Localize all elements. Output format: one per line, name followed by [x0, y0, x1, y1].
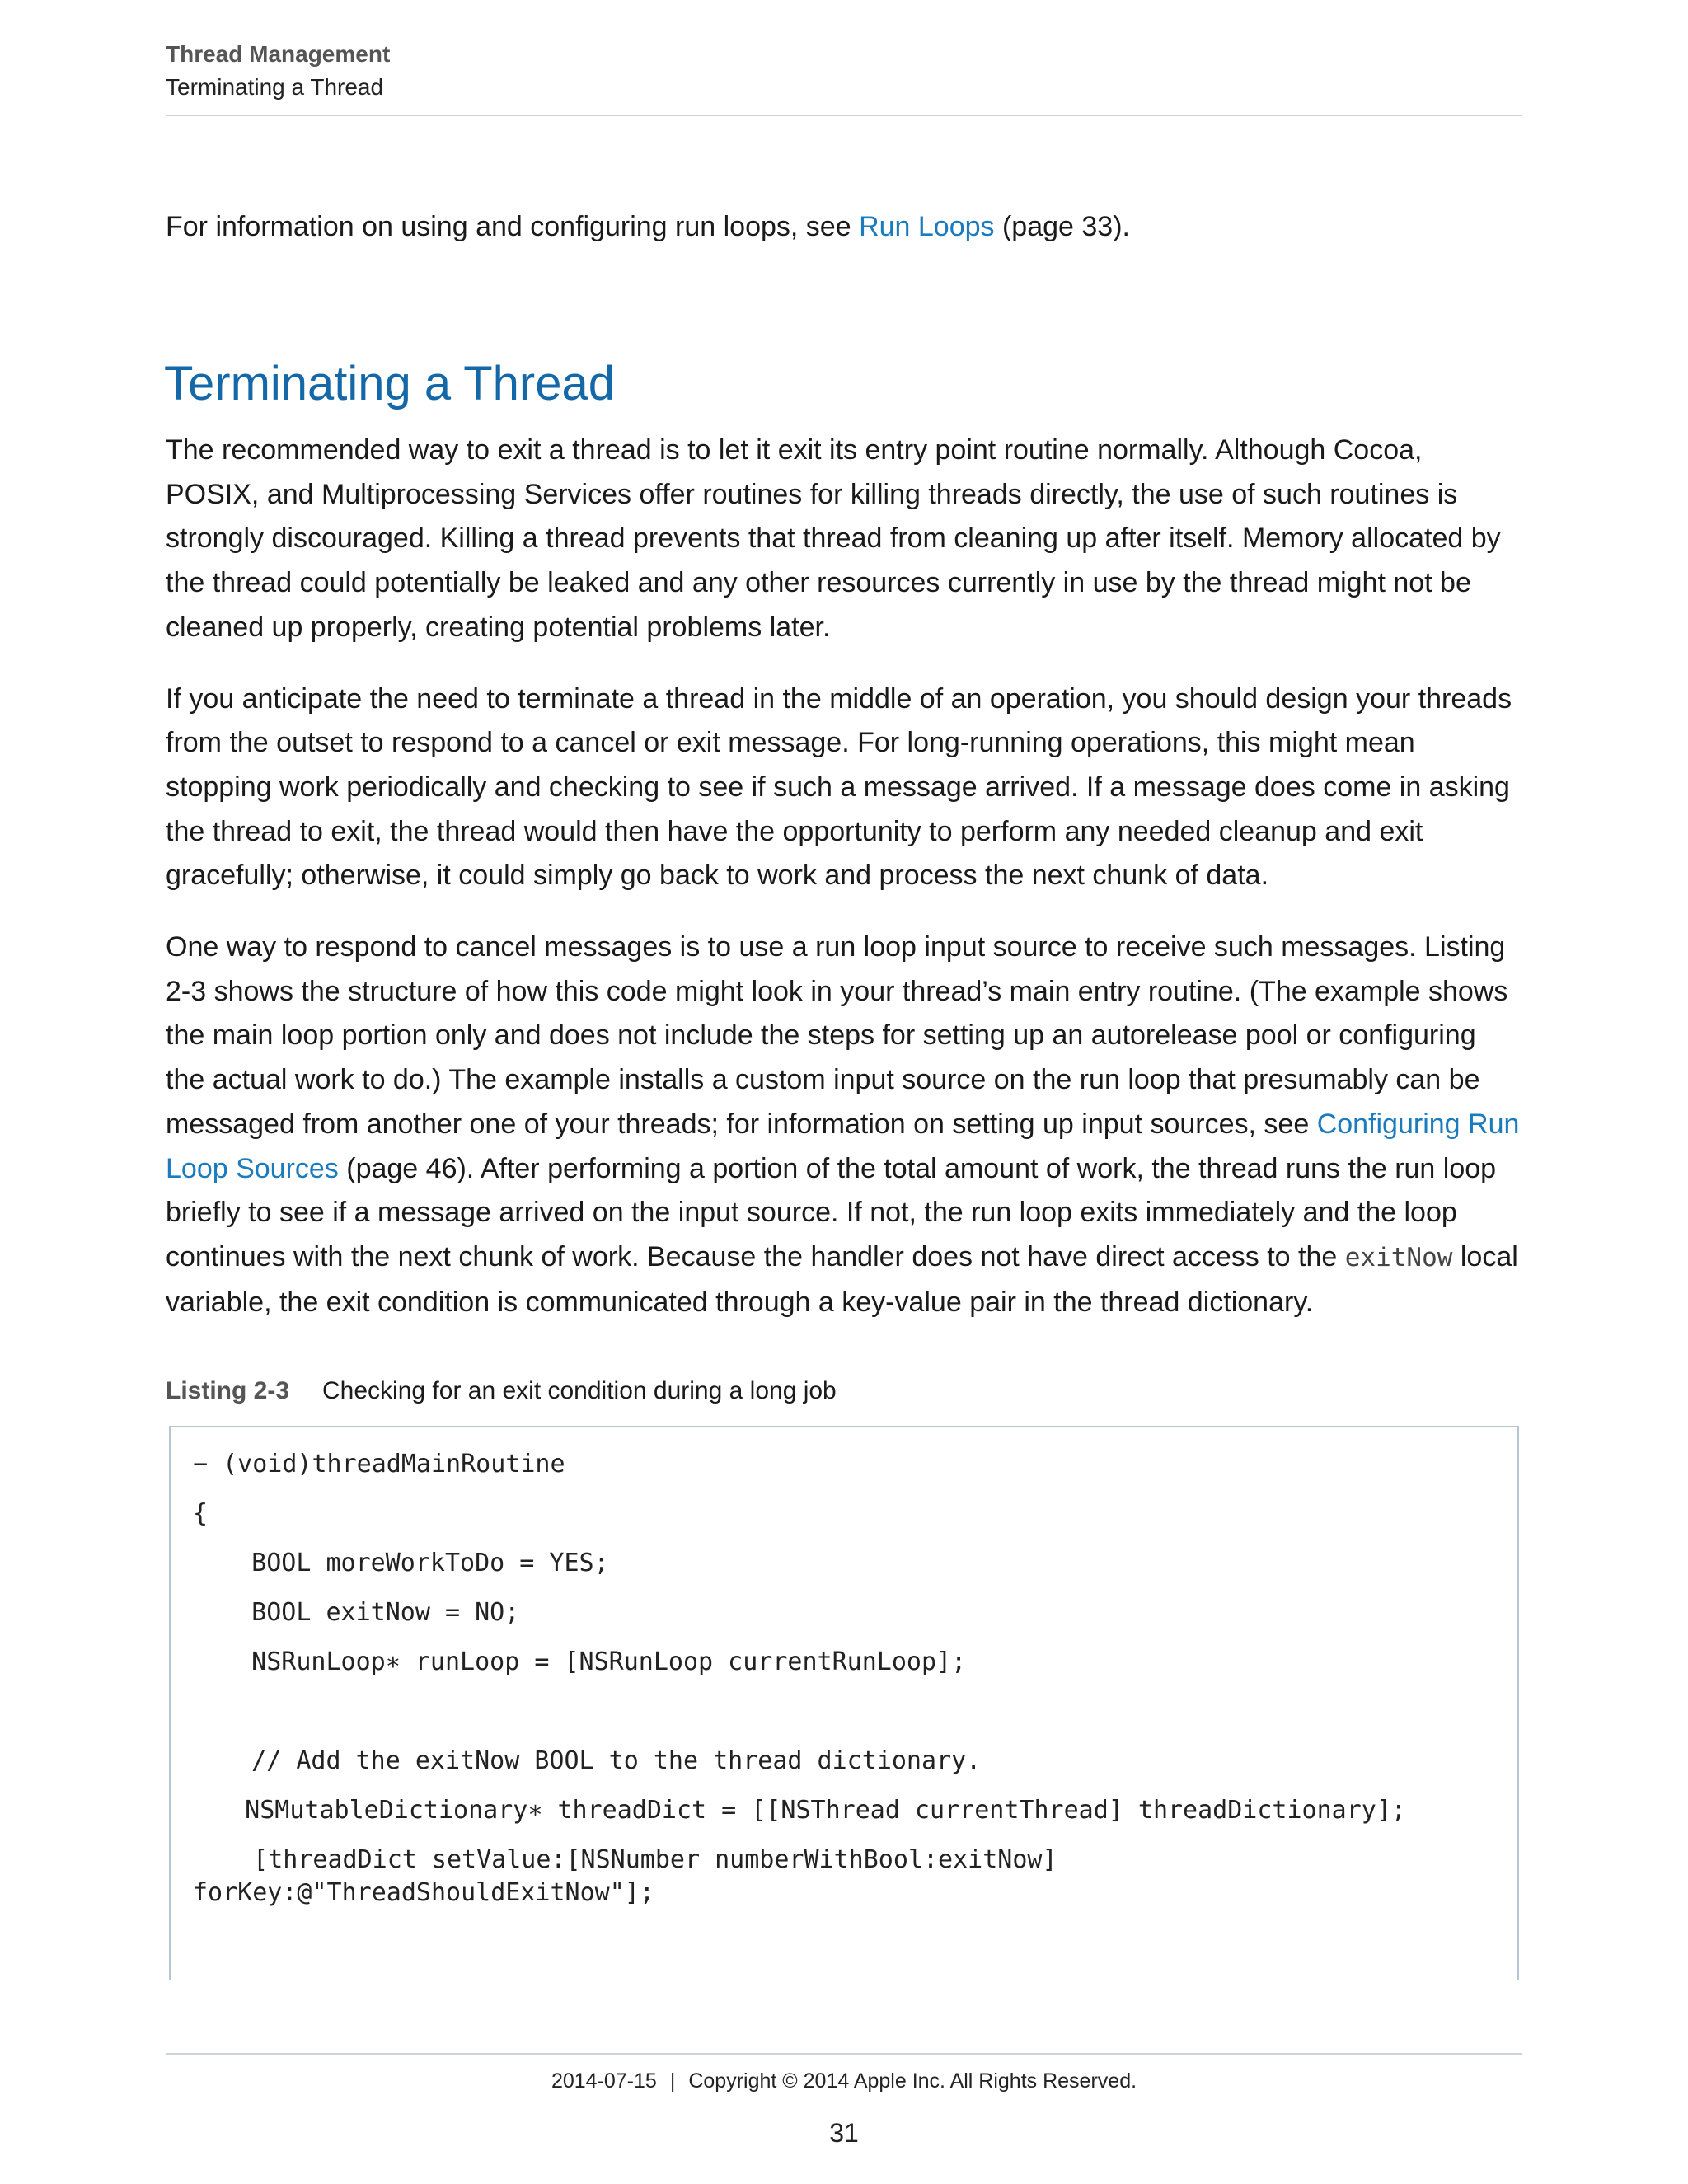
- intro-text: For information on using and configuring run loops, see: [166, 211, 860, 242]
- listing-caption-text: Checking for an exit condition during a long job: [322, 1377, 837, 1404]
- paragraph-1: The recommended way to exit a thread is to let it exit its entry point routine normally. Although Cocoa, POSIX, and Multiprocessing Services offer routines for killing threads directly, the use of such routines is strongly discouraged. Killing a thread prevents that thread from cleaning up after itself. Memory allocated by the thread could potentially be leaked and any other resources currently in use by the thread might not be cleaned up properly, creating potential problems later.: [166, 434, 1501, 643]
- chapter-title: Thread Management: [166, 41, 391, 67]
- code-line: NSMutableDictionary∗ threadDict = [[NSThread currentThread] threadDictionary];: [200, 1796, 1406, 1825]
- paragraph-3-text-c: local variable, the exit condition is communicated through a key-value pair in the thread dictionary.: [166, 1240, 1518, 1318]
- code-line: − (void)threadMainRoutine: [193, 1450, 565, 1479]
- listing-label: Listing 2-3: [166, 1377, 290, 1404]
- footer-divider: [166, 2053, 1522, 2055]
- footer: [0, 2065, 1688, 2097]
- paragraph-2: If you anticipate the need to terminate a thread in the middle of an operation, you should design your threads from the outset to respond to a cancel or exit message. For long-running operations, this might mean stopping work periodically and checking to see if such a message arrived. If a message does come in asking the thread to exit, the thread would then have the opportunity to perform any needed cleanup and exit gracefully; otherwise, it could simply go back to work and process the next chunk of data.: [166, 682, 1512, 892]
- header-divider: [166, 115, 1522, 116]
- footer-date: 2014-07-15: [551, 2069, 657, 2093]
- paragraph-3-text-b: (page 46). After performing a portion of the total amount of work, the thread runs the run loop briefly to see if a message arrived on the input source. If not, the run loop exits immediately and the loop continues with the next chunk of work. Because the handler does not have direct access to the: [166, 1152, 1497, 1272]
- code-line: BOOL moreWorkToDo = YES;: [207, 1549, 609, 1577]
- paragraph-3-text-a: One way to respond to cancel messages is to use a run loop input source to receive such messages. Listing 2-3 shows the structure of how this code might look in your thread’s main entry routine. (The example shows the main loop portion only and does not include the steps for setting up an autorelease pool or configuring the actual work to do.) The example installs a custom input source on the run loop that presumably can be messaged from another one of your threads; for information on setting up input sources, see: [166, 931, 1508, 1140]
- page-number: 31: [829, 2118, 859, 2148]
- code-line: {: [193, 1499, 209, 1528]
- run-loops-link[interactable]: Run Loops: [859, 211, 995, 242]
- header-section-title: Terminating a Thread: [166, 74, 384, 100]
- code-listing: [169, 1426, 1519, 1980]
- paragraph-3: [166, 926, 1522, 1324]
- code-line: NSRunLoop∗ runLoop = [NSRunLoop currentRunLoop];: [207, 1647, 967, 1676]
- listing-caption: [166, 1373, 837, 1409]
- code-line: BOOL exitNow = NO;: [207, 1598, 520, 1627]
- inline-code-exitnow: exitNow: [1344, 1242, 1453, 1272]
- intro-page-ref: (page 33).: [994, 211, 1130, 242]
- body-text: [166, 429, 1522, 1352]
- code-line: forKey:@"ThreadShouldExitNow"];: [193, 1878, 654, 1907]
- footer-separator: |: [669, 2069, 676, 2093]
- running-header: [166, 38, 1522, 104]
- footer-copyright: Copyright © 2014 Apple Inc. All Rights Reserved.: [688, 2069, 1137, 2093]
- configuring-run-loop-sources-link[interactable]: Configuring Run Loop Sources: [166, 1108, 1520, 1184]
- code-line: [threadDict setValue:[NSNumber numberWithBool:exitNow]: [209, 1845, 1057, 1874]
- code-comment-line: // Add the exitNow BOOL to the thread dictionary.: [207, 1746, 982, 1775]
- intro-paragraph: [166, 204, 1522, 249]
- section-heading: Terminating a Thread: [164, 357, 616, 410]
